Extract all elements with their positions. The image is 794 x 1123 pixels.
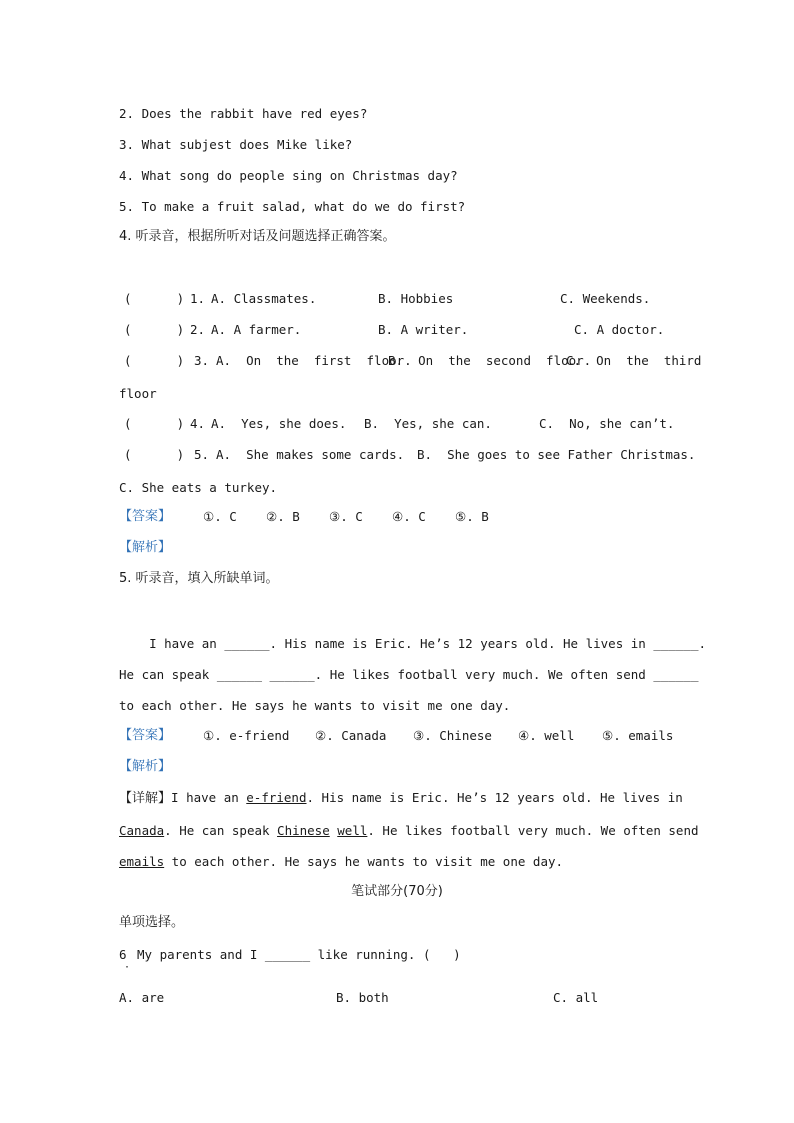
- written-section-heading: 笔试部分(70分): [351, 884, 443, 899]
- answer-3: ③. Chinese: [413, 728, 492, 743]
- choice-num: 5.: [194, 447, 210, 462]
- question-6-option-c: C. all: [553, 990, 599, 1005]
- question-6-number: 6: [119, 947, 127, 962]
- option-a: A. Yes, she does.: [211, 416, 347, 431]
- answer-label: 【答案】: [119, 728, 172, 743]
- question-3: 3. What subjest does Mike like?: [119, 137, 353, 152]
- question-4: 4. What song do people sing on Christmas day?: [119, 168, 458, 183]
- answer-label: 【答案】: [119, 509, 172, 524]
- option-c: C. On the third: [566, 353, 702, 368]
- answer-paren: ( ): [124, 416, 185, 431]
- question-6-text: My parents and I ______ like running. ( ): [137, 947, 461, 962]
- answer-paren: ( ): [124, 447, 185, 462]
- option-c: C. Weekends.: [560, 291, 651, 306]
- option-b: B. A writer.: [378, 322, 469, 337]
- question-6-option-a: A. are: [119, 990, 165, 1005]
- detail-text: to each other. He says he wants to visit me one day.: [164, 854, 564, 869]
- answer-5: ⑤. B: [455, 509, 489, 524]
- passage-line-1: I have an ______. His name is Eric. He’s 12 years old. He lives in ______.: [119, 636, 706, 651]
- answer-2: ②. B: [266, 509, 300, 524]
- detail-text: I have an: [171, 790, 247, 805]
- single-choice-heading: 单项选择。: [119, 915, 185, 930]
- choice-num: 1.: [190, 291, 206, 306]
- option-b: B. Hobbies: [378, 291, 454, 306]
- detail-word-5: emails: [119, 854, 165, 869]
- option-b: B. She goes to see Father Christmas.: [417, 447, 696, 462]
- section-4-analysis-label: 【解析】: [119, 540, 172, 555]
- detail-line-1: [119, 790, 683, 807]
- question-6-option-b: B. both: [336, 990, 389, 1005]
- answer-1: ①. e-friend: [203, 728, 290, 743]
- detail-word-4: well: [337, 823, 368, 838]
- option-c: C. No, she can’t.: [539, 416, 675, 431]
- answer-3: ③. C: [329, 509, 363, 524]
- detail-text: . He can speak: [164, 823, 278, 838]
- detail-line-2: [119, 823, 699, 839]
- section-5-analysis-label: 【解析】: [119, 759, 172, 774]
- option-a: A. On the first floor.: [216, 353, 412, 368]
- answer-paren: ( ): [124, 322, 185, 337]
- detail-word-3: Chinese: [277, 823, 330, 838]
- detail-text: . His name is Eric. He’s 12 years old. He lives in: [306, 790, 683, 805]
- answer-4: ④. well: [518, 728, 575, 743]
- choice-row-5-continued: C. She eats a turkey.: [119, 480, 278, 495]
- section-4-title: 4. 听录音，根据所听对话及问题选择正确答案。: [119, 229, 396, 244]
- passage-line-2: He can speak ______ ______. He likes football very much. We often send ______: [119, 667, 699, 682]
- question-5: 5. To make a fruit salad, what do we do first?: [119, 199, 466, 214]
- answer-4: ④. C: [392, 509, 426, 524]
- option-b: B. On the second floor.: [388, 353, 592, 368]
- option-a: A. She makes some cards.: [216, 447, 405, 462]
- answer-5: ⑤. emails: [602, 728, 674, 743]
- answer-paren: ( ): [124, 353, 185, 368]
- detail-word-2: Canada: [119, 823, 165, 838]
- detail-line-3: [119, 854, 563, 870]
- passage-line-3: to each other. He says he wants to visit me one day.: [119, 698, 511, 713]
- detail-label: 【详解】: [119, 791, 172, 806]
- answer-paren: ( ): [124, 291, 185, 306]
- detail-text: . He likes football very much. We often send: [367, 823, 699, 838]
- option-c: C. A doctor.: [574, 322, 665, 337]
- choice-num: 3.: [194, 353, 210, 368]
- detail-word-1: e-friend: [246, 790, 307, 805]
- question-2: 2. Does the rabbit have red eyes?: [119, 106, 368, 121]
- choice-num: 4.: [190, 416, 206, 431]
- option-a: A. Classmates.: [211, 291, 317, 306]
- choice-num: 2.: [190, 322, 206, 337]
- answer-1: ①. C: [203, 509, 237, 524]
- choice-row-3-continued: floor: [119, 386, 157, 401]
- section-5-title: 5. 听录音，填入所缺单词。: [119, 571, 279, 586]
- answer-2: ②. Canada: [315, 728, 387, 743]
- option-b: B. Yes, she can.: [364, 416, 492, 431]
- question-6-dot: ·: [124, 962, 131, 973]
- option-a: A. A farmer.: [211, 322, 302, 337]
